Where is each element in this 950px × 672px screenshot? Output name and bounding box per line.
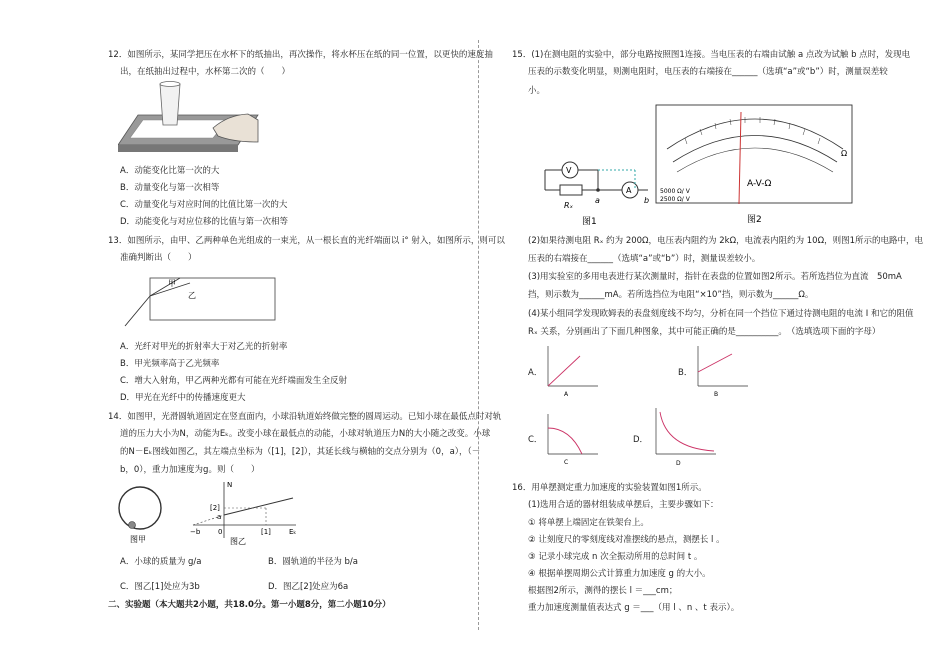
q12-option-d: D．动能变化与对应位移的比值与第一次相等 (120, 217, 289, 227)
q14-label-2: [2] (210, 504, 220, 512)
q12-stem-line2: 出，在纸抽出过程中，水杯第二次的（ ） (120, 67, 291, 77)
q15-part3-line1: (3)用实验室的多用电表进行某次测量时，指针在表盘的位置如图2所示。若所选挡位为直流 50mA (528, 272, 902, 282)
fig2-caption: 图2 (747, 215, 762, 225)
point-a-label: a (595, 196, 600, 205)
rx-label: Rₓ (564, 201, 574, 210)
q14-stem-line1: 14．如图甲，光滑圆轨道固定在竖直面内，小球沿轨道始终做完整的圆周运动。已知小球在最低点时对轨 (108, 412, 502, 422)
q16-length-blank: 根据图2所示，测得的摆长 l ＝___cm； (528, 586, 678, 596)
q15-part3-line2: 挡，则示数为______mA。若所选挡位为电阻“×10”挡，则示数为______Ω。 (528, 290, 814, 300)
q14-option-b: B．圆轨道的半径为 b/a (268, 557, 359, 567)
q14-fig-yi-caption: 图乙 (230, 537, 246, 546)
meter-spec-line2: 2500 Ω/ V (660, 196, 690, 203)
q15-graph-c-caption: C (564, 459, 569, 466)
q14-label-a: a (217, 513, 222, 521)
q13-stem-line2: 准确判断出（ ） (120, 253, 197, 263)
ammeter-symbol: A (626, 186, 632, 195)
q14-label-b: −b (190, 528, 201, 536)
q16-step4: ④ 根据单摆周期公式计算重力加速度 g 的大小。 (528, 569, 711, 579)
q14-option-d: D．图乙[2]处应为6a (268, 582, 349, 592)
q14-fig-jia-caption: 图甲 (130, 535, 146, 544)
q15-stem-line3: 小。 (528, 86, 546, 96)
q14-stem-line2: 道的压力大小为N，动能为Eₖ。改变小球在最低点的动能，小球对轨道压力N的大小随之改变。小球 (120, 429, 491, 439)
q15-graph-a-caption: A (564, 391, 569, 398)
q13-stem-line1: 13．如图所示，由甲、乙两种单色光组成的一束光，从一根长直的光纤端面以 i° 射入，如图所示，则可以 (108, 236, 505, 246)
q14-stem-line3: 的N－Eₖ图线如图乙，其左端点坐标为（[1]，[2]），其延长线与横轴的交点分别为（0，a），（－ (120, 447, 481, 457)
q15-graph-a (540, 342, 602, 398)
q16-step2: ② 让刻度尺的零刻度线对准摆线的悬点，测摆长 l 。 (528, 535, 725, 545)
q13-yi-label: 乙 (188, 291, 196, 300)
q14-axis-n: N (227, 481, 233, 489)
q15-opt-c-label: C． (528, 435, 543, 445)
q15-part4-line1: (4)某小组同学发现欧姆表的表盘刻度线不均匀，分析在同一个挡位下通过待测电阻的电流 I 和它的阻值 (528, 309, 914, 319)
q15-graph-c (540, 410, 602, 466)
q15-opt-d-label: D． (633, 435, 649, 445)
q13-option-d: D．甲光在光纤中的传播速度更大 (120, 393, 246, 403)
q13-option-c: C．增大入射角，甲乙两种光都有可能在光纤端面发生全反射 (120, 376, 347, 386)
q12-cup-figure (118, 80, 263, 160)
q15-graph-b-caption: B (714, 391, 719, 398)
q15-opt-a-label: A． (528, 368, 543, 378)
q15-part2-line2: 压表的右端接在______（选填“a”或“b”）时，测量误差较小。 (528, 254, 761, 264)
q15-circuit-figure (540, 158, 650, 233)
q15-graph-d (648, 404, 720, 468)
q14-figures (118, 478, 298, 550)
q14-label-0: 0 (218, 528, 223, 536)
q15-graph-b (690, 342, 752, 398)
q14-stem-line4: b，0），重力加速度为g。则（ ） (120, 465, 260, 475)
q12-stem-line1: 12．如图所示，某同学把压在水杯下的纸抽出，再次操作，将水杯压在纸的同一位置，以更快的速度抽 (108, 50, 493, 60)
q13-option-b: B．甲光频率高于乙光频率 (120, 359, 220, 369)
meter-spec-line1: 5000 Ω/ V (660, 188, 690, 195)
q14-option-a: A．小球的质量为 g/a (120, 557, 202, 567)
q15-part4-line2: Rₓ 关系，分别画出了下面几种图象，其中可能正确的是__________。 （选填选项下面的字母） (528, 327, 881, 337)
voltmeter-symbol: V (566, 166, 572, 175)
q14-axis-ek: Eₖ (289, 528, 297, 536)
point-b-label: b (644, 196, 650, 205)
q13-fiber-figure (120, 268, 280, 338)
q13-option-a: A．光纤对甲光的折射率大于对乙光的折射率 (120, 342, 288, 352)
q16-g-expression: 重力加速度测量值表达式 g ＝___（用 l 、n 、t 表示）。 (528, 603, 740, 613)
q16-stem: 16．用单摆测定重力加速度的实验装置如图1所示。 (512, 483, 707, 493)
meter-omega-label: Ω (841, 149, 848, 158)
q16-step-intro: (1)选用合适的器材组装成单摆后，主要步骤如下： (528, 500, 719, 510)
column-divider (478, 40, 479, 630)
q15-opt-b-label: B． (678, 368, 693, 378)
q12-option-b: B．动量变化与第一次相等 (120, 183, 220, 193)
q12-option-c: C．动量变化与对应时间的比值比第一次的大 (120, 200, 288, 210)
q13-jia-label: 甲 (168, 279, 176, 288)
q16-step1: ① 将单摆上端固定在铁架台上。 (528, 518, 649, 528)
q15-stem-line1: 15．(1)在测电阻的实验中，部分电路按照图1连接。当电压表的右端由试触 a 点改为试触 b 点时，发现电 (512, 50, 911, 60)
fig1-caption: 图1 (582, 217, 597, 227)
q15-stem-line2: 压表的示数变化明显，则测电阻时，电压表的右端接在______（选填“a”或“b”）时，测量误差较 (528, 67, 888, 77)
q16-step3: ③ 记录小球完成 n 次全振动所用的总时间 t 。 (528, 552, 703, 562)
q14-option-c: C．图乙[1]处应为3b (120, 582, 200, 592)
q14-label-1: [1] (261, 528, 271, 536)
q15-graph-d-caption: D (676, 460, 681, 467)
q12-option-a: A．动能变化比第一次的大 (120, 166, 220, 176)
meter-brand-label: A-V-Ω (747, 179, 772, 189)
multimeter-dial-figure (655, 104, 855, 226)
q15-part2-line1: (2)如果待测电阻 Rₓ 约为 200Ω，电压表内阻约为 2kΩ，电流表内阻约为 10Ω，则图1所示的电路中，电 (528, 236, 923, 246)
section-heading-experiments: 二、实验题（本大题共2小题，共18.0分。第一小题8分，第二小题10分） (108, 600, 391, 610)
